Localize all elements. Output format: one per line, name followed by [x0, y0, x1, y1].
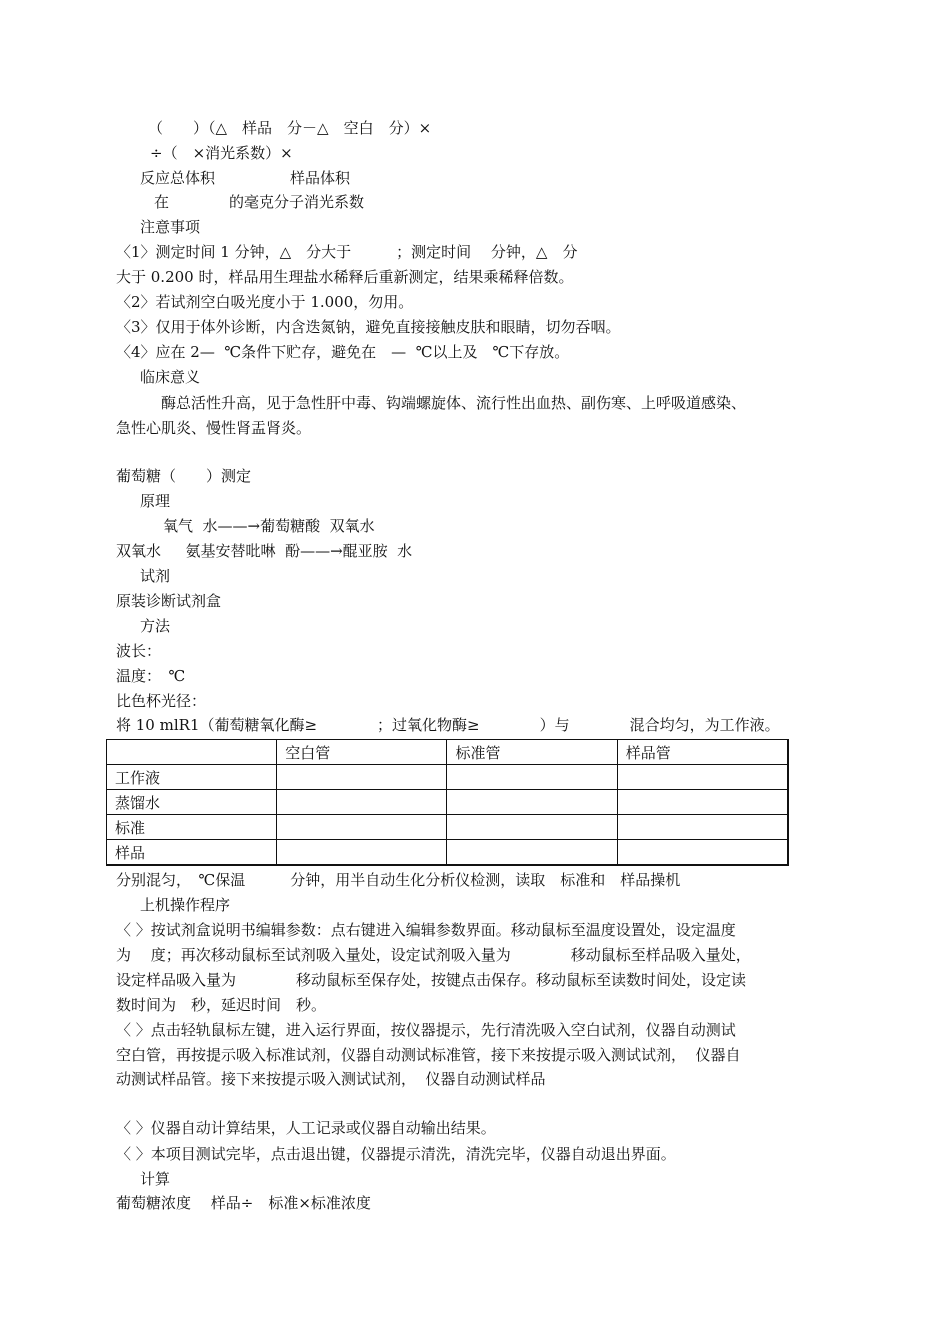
reaction-line-2: 双氧水 氨基安替吡啉 酚——→醌亚胺 水 [116, 542, 413, 560]
calc-heading: 计算 [140, 1170, 171, 1188]
table-cell [617, 790, 788, 815]
note-1-line-2: 大于 0.200 时，样品用生理盐水稀释后重新测定，结果乘稀释倍数。 [116, 268, 574, 286]
note-1-line-1: 〈1〉测定时间 1 分钟，△ 分大于 ；测定时间 分钟，△ 分 [116, 243, 578, 261]
table-cell [277, 765, 447, 790]
table-row [107, 765, 789, 790]
principle-heading: 原理 [140, 492, 171, 510]
table-cell [447, 815, 617, 840]
method-heading: 方法 [140, 617, 171, 635]
clinical-line-1: 酶总活性升高，见于急性肝中毒、钩端螺旋体、流行性出血热、副伤寒、上呼吸道感染、 [116, 394, 747, 412]
table-cell [277, 815, 447, 840]
table-row [107, 790, 789, 815]
program-heading: 上机操作程序 [140, 896, 231, 914]
table-cell [277, 790, 447, 815]
reaction-line-1: 氧气 水——→葡萄糖酸 双氧水 [148, 517, 375, 535]
note-2: 〈2〉若试剂空白吸光度小于 1.000，勿用。 [116, 293, 414, 311]
table-row-label: 蒸馏水 [107, 790, 277, 815]
clinical-line-2: 急性心肌炎、慢性肾盂肾炎。 [116, 419, 312, 437]
table-cell [447, 840, 617, 866]
table-row-label: 样品 [107, 840, 277, 866]
table-row-label: 工作液 [107, 765, 277, 790]
calc-formula: 葡萄糖浓度 样品÷ 标准×标准浓度 [116, 1194, 371, 1212]
formula-line-1: （ ）（△ 样品 分－△ 空白 分）× [148, 119, 432, 137]
table-cell [617, 815, 788, 840]
table-header-cell: 样品管 [617, 740, 788, 765]
step-2-line-1: 〈 〉点击轻轨鼠标左键，进入运行界面，按仪器提示，先行清洗吸入空白试剂，仪器自动测试 [116, 1021, 736, 1039]
notes-heading: 注意事项 [140, 218, 201, 236]
table-cell [617, 840, 788, 866]
table-header-row [107, 740, 789, 765]
step-1-line-1: 〈 〉按试剂盒说明书编辑参数：点右键进入编辑参数界面。移动鼠标至温度设置处，设定温度 [116, 921, 736, 939]
step-3: 〈 〉仪器自动计算结果，人工记录或仪器自动输出结果。 [116, 1119, 496, 1137]
step-1-line-3: 设定样品吸入量为 移动鼠标至保存处，按键点击保存。移动鼠标至读数时间处，设定读 [116, 971, 747, 989]
working-solution-line: 将 10 mlR1（葡萄糖氧化酶≥ ；过氧化物酶≥ ）与 混合均匀，为工作液。 [116, 716, 780, 734]
glucose-title: 葡萄糖（ ）测定 [116, 467, 252, 485]
reagent-text: 原装诊断试剂盒 [116, 592, 222, 610]
formula-line-2: ÷（ ×消光系数）× [150, 144, 293, 162]
clinical-heading: 临床意义 [140, 368, 201, 386]
step-2-line-3: 动测试样品管。接下来按提示吸入测试试剂， 仪器自动测试样品 [116, 1070, 546, 1088]
wavelength-line: 波长： [116, 642, 162, 660]
reagent-heading: 试剂 [140, 567, 171, 585]
temperature-line: 温度： ℃ [116, 667, 186, 685]
table-cell [447, 765, 617, 790]
step-1-line-4: 数时间为 秒，延迟时间 秒。 [116, 996, 327, 1014]
table-header-cell [107, 740, 277, 765]
incubation-line: 分别混匀， ℃保温 分钟，用半自动生化分析仪检测，读取 标准和 样品操机 [116, 871, 681, 889]
table-cell [277, 840, 447, 866]
note-4: 〈4〉应在 2— ℃条件下贮存，避免在 — ℃以上及 ℃下存放。 [116, 343, 570, 361]
path-length-line: 比色杯光径： [116, 692, 207, 710]
table-cell [447, 790, 617, 815]
step-4: 〈 〉本项目测试完毕，点击退出键，仪器提示清洗，清洗完毕，仪器自动退出界面。 [116, 1145, 676, 1163]
extinction-note: 在 的毫克分子消光系数 [154, 193, 365, 211]
note-3: 〈3〉仅用于体外诊断，内含迭氮钠，避免直接接触皮肤和眼睛，切勿吞咽。 [116, 318, 621, 336]
table-row [107, 815, 789, 840]
step-1-line-2: 为 度；再次移动鼠标至试剂吸入量处，设定试剂吸入量为 移动鼠标至样品吸入量处， [116, 946, 751, 964]
table-row [107, 840, 789, 866]
table-header-cell: 空白管 [277, 740, 447, 765]
step-2-line-2: 空白管，再按提示吸入标准试剂，仪器自动测试标准管，接下来按提示吸入测试试剂， 仪器自 [116, 1046, 741, 1064]
table-cell [617, 765, 788, 790]
formula-variables: 反应总体积 样品体积 [140, 169, 351, 187]
table-header-cell: 标准管 [447, 740, 617, 765]
table-row-label: 标准 [107, 815, 277, 840]
reagent-table [106, 739, 789, 866]
